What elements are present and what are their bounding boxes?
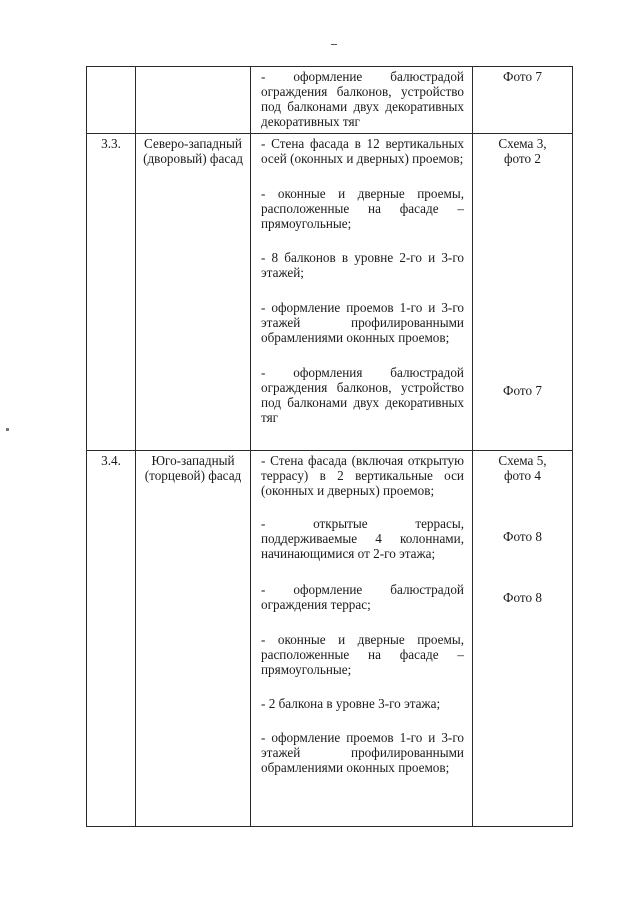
description-item: - Стена фасада в 12 вертикальных осей (оконных и дверных) проемов; xyxy=(261,136,464,166)
photo-reference: Фото 8 xyxy=(503,529,542,544)
photo-reference: Фото 8 xyxy=(503,590,542,605)
table-row xyxy=(87,451,573,827)
scheme-reference: Схема 3, фото 2 xyxy=(498,136,547,166)
description-item: - оконные и дверные проемы, расположенные на фасаде – прямоугольные; xyxy=(261,186,464,231)
description-item: - 8 балконов в уровне 2-го и 3-го этажей; xyxy=(261,250,464,280)
reference-cell xyxy=(473,67,573,134)
description-item: - Стена фасада (включая открытую террасу) в 2 вертикальные оси (оконных и дверных) проемов; xyxy=(261,453,464,498)
row-number-cell: 3.3. xyxy=(87,134,136,451)
description-item: - оформление балюстрадой ограждения балконов, устройство под балконами двух декоративных декоративных тяг xyxy=(261,69,464,129)
description-item: - открытые террасы, поддерживаемые 4 колоннами, начинающимися от 2-го этажа; xyxy=(261,516,464,561)
table-row xyxy=(87,134,573,451)
row-number-cell xyxy=(87,67,136,134)
row-number-cell: 3.4. xyxy=(87,451,136,827)
facade-name-cell: Северо-западный (дворовый) фасад xyxy=(136,134,251,451)
scan-artifact xyxy=(331,44,337,45)
scan-artifact xyxy=(6,428,9,431)
description-item: - оконные и дверные проемы, расположенные на фасаде – прямоугольные; xyxy=(261,632,464,677)
description-cell xyxy=(251,134,473,451)
facade-description-table xyxy=(86,66,573,827)
facade-name-cell: Юго-западный (торцевой) фасад xyxy=(136,451,251,827)
photo-reference: Фото 7 xyxy=(503,383,542,398)
reference-cell xyxy=(473,451,573,827)
description-item: - оформления балюстрадой ограждения балконов, устройство под балконами двух декоративных тяг xyxy=(261,365,464,425)
description-item: - 2 балкона в уровне 3-го этажа; xyxy=(261,696,441,711)
description-cell xyxy=(251,67,473,134)
description-cell xyxy=(251,451,473,827)
description-item: - оформление проемов 1-го и 3-го этажей профилированными обрамлениями оконных проемов; xyxy=(261,300,464,345)
description-item: - оформление балюстрадой ограждения террас; xyxy=(261,582,464,612)
table-row xyxy=(87,67,573,134)
scheme-reference: Схема 5, фото 4 xyxy=(498,453,547,483)
photo-reference: Фото 7 xyxy=(503,69,542,84)
facade-name-cell xyxy=(136,67,251,134)
reference-cell xyxy=(473,134,573,451)
description-item: - оформление проемов 1-го и 3-го этажей профилированными обрамлениями оконных проемов; xyxy=(261,730,464,775)
